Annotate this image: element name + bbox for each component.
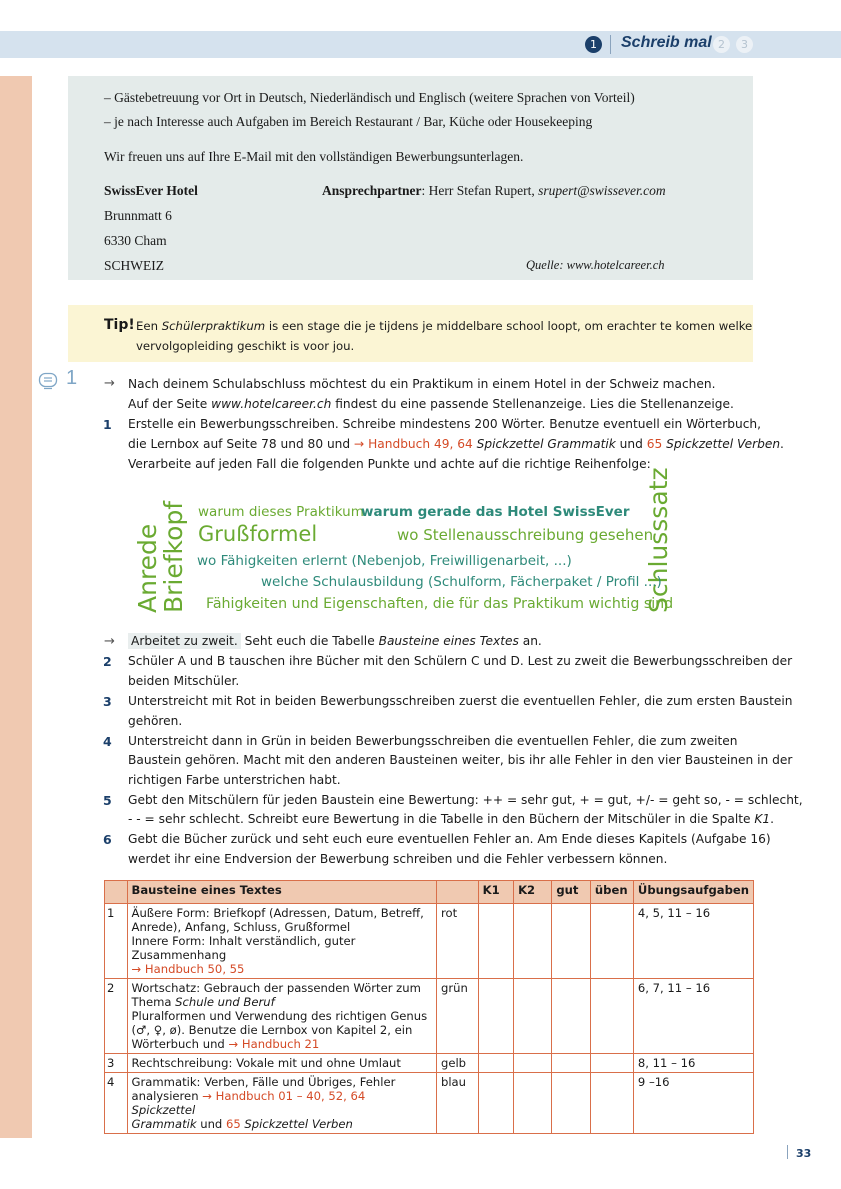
header-cell <box>105 881 128 904</box>
gut-cell[interactable] <box>552 904 591 979</box>
block-description: Rechtschreibung: Vokale mit und ohne Umlaut <box>127 1054 436 1073</box>
text-line <box>132 1037 432 1051</box>
k1-cell[interactable] <box>478 1073 513 1134</box>
task-text: Erstelle ein Bewerbungsschreiben. Schreibe mindestens 200 Wörter. Benutze eventuell ein Wörterbuch, <box>128 417 761 431</box>
exercise-intro: Nach deinem Schulabschluss möchtest du ein Praktikum in einem Hotel in der Schweiz machen. <box>128 377 716 391</box>
text: analysieren <box>131 1089 203 1103</box>
word-phrase: wo Fähigkeiten erlernt (Nebenjob, Freiwilligenarbeit, ...) <box>197 553 572 569</box>
handbook-reference[interactable]: → Handbuch 50, 55 <box>131 962 245 976</box>
exercises-cell: 6, 7, 11 – 16 <box>633 979 753 1054</box>
k1-cell[interactable] <box>478 904 513 979</box>
tip-text-line <box>136 319 752 333</box>
gut-cell[interactable] <box>552 1054 591 1073</box>
text-line <box>132 1117 432 1131</box>
task-text <box>128 812 774 826</box>
text: Schule und Beruf <box>175 995 275 1009</box>
k2-cell[interactable] <box>514 1073 552 1134</box>
ueben-cell[interactable] <box>590 1073 633 1134</box>
block-description <box>127 904 436 979</box>
tip-text-line: vervolgopleiding geschikt is voor jou. <box>136 339 355 353</box>
task-number: 2 <box>103 654 112 669</box>
k2-cell[interactable] <box>514 979 552 1054</box>
task-text: Baustein gehören. Macht mit den anderen Bausteinen weiter, bis ihr alle Fehler in den vier Bausteinen in der <box>128 753 793 767</box>
exercise-number: 1 <box>66 367 78 389</box>
ad-line: Wir freuen uns auf Ihre E-Mail mit den vollständigen Bewerbungsunterlagen. <box>104 149 524 164</box>
text: Auf der Seite <box>128 397 212 411</box>
text: Spickzettel Verben <box>240 1117 353 1131</box>
arrow-icon: → <box>104 634 115 649</box>
text: . <box>780 437 784 451</box>
word-phrase: welche Schulausbildung (Schulform, Fächerpaket / Profil ...) <box>261 574 662 590</box>
unit-2-badge[interactable]: 2 <box>713 36 730 53</box>
ueben-cell[interactable] <box>590 904 633 979</box>
text: Spickzettel Grammatik <box>472 437 616 451</box>
tip-text: Een <box>136 319 162 333</box>
text: Spickzettel <box>131 1103 196 1117</box>
handbook-reference[interactable]: → Handbuch 01 – 40, 52, 64 <box>202 1089 366 1103</box>
tip-label: Tip! <box>104 317 135 333</box>
row-number: 1 <box>105 904 128 979</box>
unit-1-badge[interactable]: 1 <box>585 36 602 53</box>
header-cell: gut <box>552 881 591 904</box>
color-cell: gelb <box>436 1054 478 1073</box>
task-text: Unterstreicht mit Rot in beiden Bewerbungsschreiben zuerst die eventuellen Fehler, die zum ersten Baustein <box>128 694 793 708</box>
block-description <box>127 1073 436 1134</box>
task-number: 3 <box>103 694 112 709</box>
text-line <box>132 1089 432 1117</box>
website-reference: www.hotelcareer.ch <box>211 397 332 411</box>
color-cell: rot <box>436 904 478 979</box>
k1-cell[interactable] <box>478 979 513 1054</box>
row-number: 3 <box>105 1054 128 1073</box>
text: Pluralformen und Verwendung des richtigen Genus <box>131 1009 428 1023</box>
word-phrase: warum dieses Praktikum <box>198 504 364 520</box>
tip-term: Schülerpraktikum <box>161 319 266 333</box>
building-blocks-table <box>104 880 754 1134</box>
text: und <box>196 1117 226 1131</box>
header-divider <box>610 35 611 54</box>
text: Innere Form: Inhalt verständlich, guter <box>131 934 356 948</box>
handbook-reference[interactable]: → Handbuch 21 <box>228 1037 320 1051</box>
exercises-cell: 4, 5, 11 – 16 <box>633 904 753 979</box>
text: Grammatik <box>131 1117 197 1131</box>
ad-contact-email[interactable]: srupert@swissever.com <box>538 183 666 198</box>
chapter-header-bar <box>0 31 841 58</box>
table-row <box>105 1054 754 1073</box>
ueben-cell[interactable] <box>590 979 633 1054</box>
text: Grammatik: Verben, Fälle und Übriges, Fehler <box>131 1075 396 1089</box>
task-text: richtigen Farbe unterstrichen habt. <box>128 773 341 787</box>
table-header-row <box>105 881 754 904</box>
word-phrase: warum gerade das Hotel SwissEver <box>361 504 630 520</box>
text: . <box>770 812 775 826</box>
unit-3-badge[interactable]: 3 <box>736 36 753 53</box>
text: Zusammenhang <box>131 948 227 962</box>
header-cell <box>436 881 478 904</box>
handbook-reference[interactable]: → Handbuch 49, 64 <box>354 437 473 451</box>
text: findest du eine passende Stellenanzeige. Lies die Stellenanzeige. <box>331 397 734 411</box>
header-cell: Bausteine eines Textes <box>127 881 436 904</box>
table-row <box>105 904 754 979</box>
word-anrede: Anrede <box>133 523 162 613</box>
text: Thema <box>131 995 176 1009</box>
header-cell: K1 <box>478 881 513 904</box>
task-number: 1 <box>103 417 112 432</box>
text: Anrede), Anfang, Schluss, Grußformel <box>131 920 351 934</box>
text: die Lernbox auf Seite 78 und 80 und <box>128 437 355 451</box>
task-text: beiden Mitschüler. <box>128 674 240 688</box>
gut-cell[interactable] <box>552 979 591 1054</box>
row-number: 2 <box>105 979 128 1054</box>
color-cell: grün <box>436 979 478 1054</box>
text: K1 <box>754 812 771 826</box>
text: Seht euch die Tabelle <box>240 634 379 648</box>
text: - - = sehr schlecht. Schreibt eure Bewertung in die Tabelle in den Büchern der Mitschüler in die Spalte <box>128 812 755 826</box>
word-phrase: wo Stellenausschreibung gesehen <box>397 526 654 544</box>
text: und <box>615 437 647 451</box>
handbook-reference[interactable]: 65 <box>225 1117 241 1131</box>
text: Äußere Form: Briefkopf (Adressen, Datum, Betreff, <box>131 906 424 920</box>
ad-street: Brunnmatt 6 <box>104 208 172 223</box>
task-text: Gebt die Bücher zurück und seht euch eure eventuellen Fehler an. Am Ende dieses Kapitels (Aufgabe 16) <box>128 832 771 846</box>
row-number: 4 <box>105 1073 128 1134</box>
gut-cell[interactable] <box>552 1073 591 1134</box>
task-text: Unterstreicht dann in Grün in beiden Bewerbungsschreiben die eventuellen Fehler, die zum zweiten <box>128 734 738 748</box>
task-text: werdet ihr eine Endversion der Bewerbung schreiben und die Fehler verbessern können. <box>128 852 668 866</box>
ad-line: – Gästebetreuung vor Ort in Deutsch, Niederländisch und Englisch (weitere Sprachen von Vorteil) <box>104 90 635 105</box>
text: Bausteine eines Textes <box>378 634 519 648</box>
k2-cell[interactable] <box>514 904 552 979</box>
word-cloud <box>120 467 690 620</box>
text: Wortschatz: Gebrauch der passenden Wörter zum <box>131 981 421 995</box>
text: (♂, ♀, ø). Benutze die Lernbox von Kapitel 2, ein <box>131 1023 413 1037</box>
header-cell: üben <box>590 881 633 904</box>
ad-contact-label: Ansprechpartner <box>322 183 422 198</box>
task-text: gehören. <box>128 714 183 728</box>
task-number: 5 <box>103 793 112 808</box>
ad-hotel-name: SwissEver Hotel <box>104 183 198 198</box>
text: an. <box>518 634 542 648</box>
table-row <box>105 979 754 1054</box>
ueben-cell[interactable] <box>590 1054 633 1073</box>
task-text <box>128 634 542 648</box>
pair-work-label: Arbeitet zu zweit. <box>128 633 241 649</box>
text: Spickzettel Verben <box>662 437 781 451</box>
k2-cell[interactable] <box>514 1054 552 1073</box>
ad-contact <box>322 183 666 199</box>
ad-source: Quelle: www.hotelcareer.ch <box>526 258 665 272</box>
task-text: Gebt den Mitschülern für jeden Baustein eine Bewertung: ++ = sehr gut, + = gut, +/- = geht so, - = schlecht, <box>128 793 803 807</box>
tip-text: is een stage die je tijdens je middelbare school loopt, om erachter te komen welke <box>265 319 753 333</box>
word-schlusssatz: Schlusssatz <box>644 467 673 613</box>
side-color-strip <box>0 76 32 1138</box>
exercises-cell: 8, 11 – 16 <box>633 1054 753 1073</box>
tip-box <box>68 305 753 362</box>
word-phrase: Grußformel <box>198 522 318 546</box>
task-number: 6 <box>103 832 112 847</box>
header-cell: K2 <box>514 881 552 904</box>
block-description <box>127 979 436 1054</box>
task-text <box>128 437 784 451</box>
job-ad-box <box>68 76 753 280</box>
k1-cell[interactable] <box>478 1054 513 1073</box>
ad-line: – je nach Interesse auch Aufgaben im Bereich Restaurant / Bar, Küche oder Housekeeping <box>104 114 593 129</box>
text-line <box>132 995 432 1009</box>
ad-city: 6330 Cham <box>104 233 167 248</box>
page-number-divider <box>787 1145 788 1159</box>
exercises-cell: 9 –16 <box>633 1073 753 1134</box>
word-phrase: Fähigkeiten und Eigenschaften, die für das Praktikum wichtig sind <box>206 596 674 612</box>
task-text: Schüler A und B tauschen ihre Bücher mit den Schülern C und D. Lest zu zweit die Bewerbungsschreiben der <box>128 654 793 668</box>
exercise-intro <box>128 397 734 411</box>
word-briefkopf: Briefkopf <box>159 500 188 613</box>
text: Wörterbuch und <box>131 1037 229 1051</box>
book-icon <box>38 372 58 390</box>
table-row <box>105 1073 754 1134</box>
task-number: 4 <box>103 734 112 749</box>
ad-country: SCHWEIZ <box>104 258 164 273</box>
header-cell: Übungsaufgaben <box>633 881 753 904</box>
color-cell: blau <box>436 1073 478 1134</box>
task-text: Verarbeite auf jeden Fall die folgenden Punkte und achte auf die richtige Reihenfolge: <box>128 457 651 471</box>
arrow-icon: → <box>104 376 115 391</box>
chapter-title: Schreib mal <box>621 34 712 51</box>
page-number: 33 <box>796 1147 812 1160</box>
handbook-reference[interactable]: 65 <box>646 437 663 451</box>
ad-contact-name: : Herr Stefan Rupert, <box>421 183 539 198</box>
